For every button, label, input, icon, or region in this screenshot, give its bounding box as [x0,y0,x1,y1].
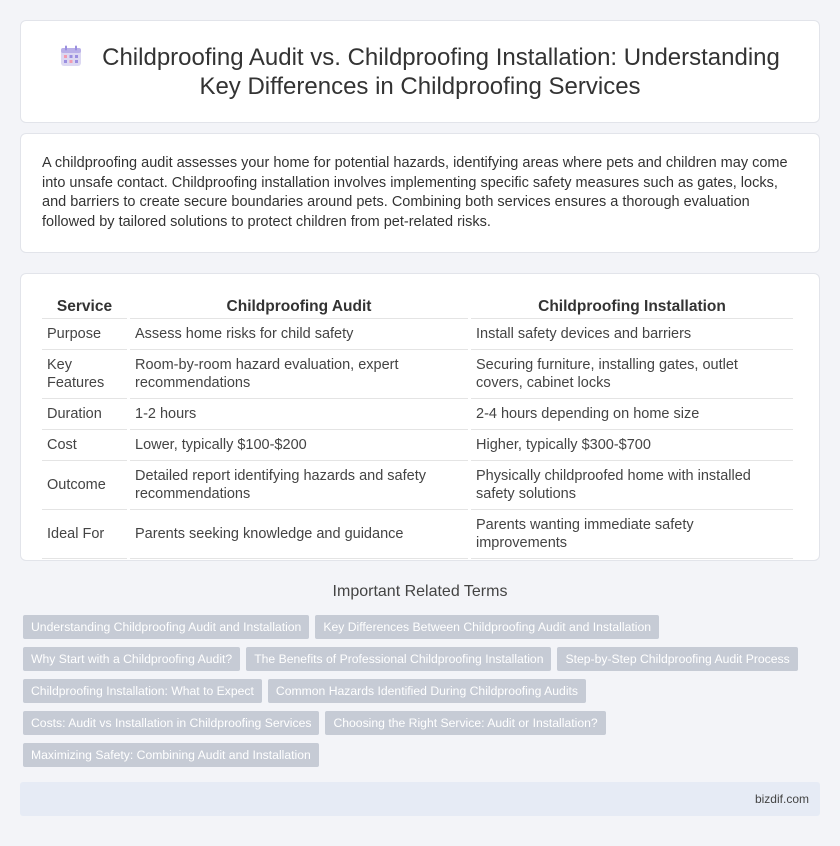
related-term-link[interactable]: Costs: Audit vs Installation in Childproofing Services [23,711,319,735]
table-header-audit: Childproofing Audit [130,294,468,319]
related-term-link[interactable]: Understanding Childproofing Audit and Installation [23,615,309,639]
table-header-row [42,294,793,319]
table-cell: 1-2 hours [130,399,468,430]
table-cell: Assess home risks for child safety [130,319,468,350]
table-cell: Key Features [42,350,127,399]
page-title [21,43,819,101]
table-cell: Room-by-room hazard evaluation, expert recommendations [130,350,468,399]
calendar-icon [60,45,82,67]
table-cell: Duration [42,399,127,430]
related-term-link[interactable]: Common Hazards Identified During Childproofing Audits [268,679,586,703]
related-term-link[interactable]: Choosing the Right Service: Audit or Installation? [325,711,605,735]
footer-site-name[interactable]: bizdif.com [754,792,809,806]
table-row [42,319,793,350]
table-cell: Ideal For [42,510,127,559]
related-term-link[interactable]: Maximizing Safety: Combining Audit and Installation [23,743,319,767]
table-row [42,399,793,430]
intro-card [20,133,820,253]
footer [20,782,820,816]
table-cell: Parents seeking knowledge and guidance [130,510,468,559]
table-cell: Install safety devices and barriers [471,319,793,350]
related-term-link[interactable]: Key Differences Between Childproofing Audit and Installation [315,615,659,639]
table-cell: Parents wanting immediate safety improvements [471,510,793,559]
table-cell: Securing furniture, installing gates, outlet covers, cabinet locks [471,350,793,399]
table-cell: Higher, typically $300-$700 [471,430,793,461]
related-terms-list [23,615,823,767]
related-terms-heading: Important Related Terms [332,583,508,600]
table-row [42,350,793,399]
table-cell: Physically childproofed home with installed safety solutions [471,461,793,510]
table-header-installation: Childproofing Installation [471,294,793,319]
related-term-link[interactable]: Childproofing Installation: What to Expect [23,679,262,703]
title-card [20,20,820,123]
related-term-link[interactable]: Step-by-Step Childproofing Audit Process [557,647,797,671]
comparison-table-card [20,273,820,561]
table-row [42,461,793,510]
table-cell: Lower, typically $100-$200 [130,430,468,461]
table-cell: Cost [42,430,127,461]
related-term-link[interactable]: Why Start with a Childproofing Audit? [23,647,240,671]
intro-paragraph: A childproofing audit assesses your home for potential hazards, identifying areas where pets and children may come into unsafe contact. Childproofing installation involves implementing specific safety measures such as gates, locks, and barriers to create secure boundaries around pets. Combining both services ensures a thorough evaluation followed by tailored solutions to protect children from pet-related risks. [42,155,788,230]
table-cell: Purpose [42,319,127,350]
table-row [42,510,793,559]
table-row [42,430,793,461]
page-title-text: Childproofing Audit vs. Childproofing Installation: Understanding Key Differences in Childproofing Services [102,43,780,100]
comparison-table [39,294,796,559]
table-header-service: Service [42,294,127,319]
table-cell: Outcome [42,461,127,510]
related-term-link[interactable]: The Benefits of Professional Childproofing Installation [246,647,551,671]
table-cell: 2-4 hours depending on home size [471,399,793,430]
table-cell: Detailed report identifying hazards and safety recommendations [130,461,468,510]
